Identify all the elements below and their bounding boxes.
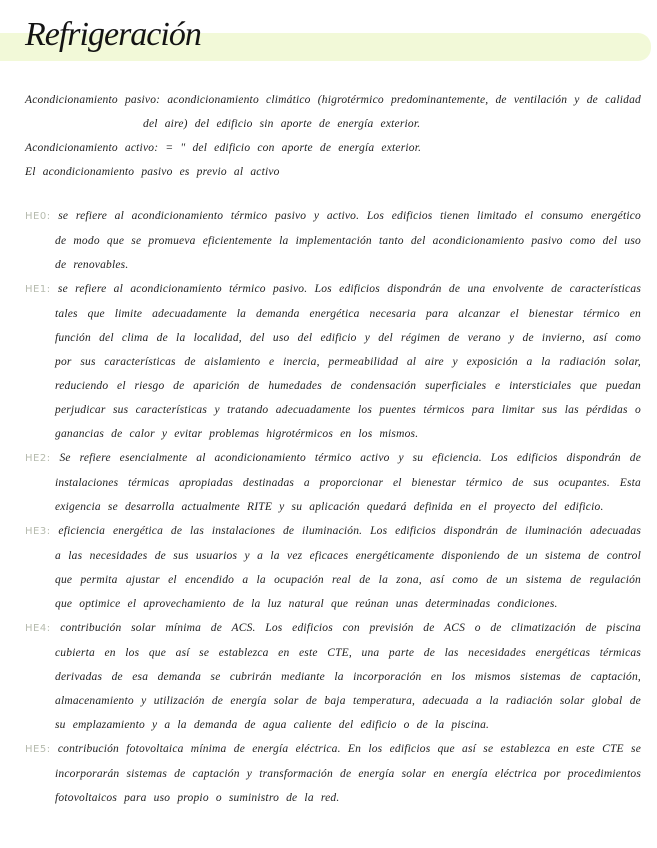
he-sections (25, 204, 641, 810)
he4-text: contribución solar mínima de ACS. Los edificios con previsión de ACS o de climatización de piscina cubierta en los que así se establezca en este CTE, una parte de las necesidades energéticas térmicas derivadas de esa demanda se cubrirán mediante la incorporación en los mismos sistemas de captación, almacenamiento y utilización de energía solar de baja temperatura, adecuada a la radiación solar global de su emplazamiento y a la demanda de agua caliente del edificio o de la piscina. (55, 622, 641, 731)
he1-label: HE1: (25, 284, 51, 295)
definition-active-term: Acondicionamiento activo: (25, 142, 159, 154)
he1-text: se refiere al acondicionamiento térmico pasivo. Los edificios dispondrán de una envolvente de características tales que limite adecuadamente la demanda energética necesaria para alcanzar el bienestar térmico en función del clima de la localidad, del uso del edificio y del régimen de verano y de invierno, así como por sus características de aislamiento e inercia, permeabilidad al aire y exposición a la radiación solar, reduciendo el riesgo de aparición de humedades de condensación superficiales e intersticiales que puedan perjudicar sus características y tratando adecuadamente los puentes térmicos para limitar sus las pérdidas o ganancias de calor y evitar problemas higrotérmicos en los mismos. (55, 283, 641, 440)
definition-passive-term: Acondicionamiento pasivo: (25, 94, 161, 106)
definition-passive-text: acondicionamiento climático (higrotérmico predominantemente, de ventilación y de calidad del aire) del edificio sin aporte de energía exterior. (143, 94, 642, 130)
page-title: Refrigeración (25, 16, 201, 53)
definition-note: El acondicionamiento pasivo es previo al activo (25, 166, 280, 178)
he0-text: se refiere al acondicionamiento térmico pasivo y activo. Los edificios tienen limitado el consumo energético de modo que se promueva eficientemente la implementación tanto del acondicionamiento pasivo como del uso de renovables. (55, 210, 641, 271)
he3-text: eficiencia energética de las instalaciones de iluminación. Los edificios dispondrán de iluminación adecuadas a las necesidades de sus usuarios y a la vez eficaces energéticamente disponiendo de un sistema de control que permita ajustar el encendido a la ocupación real de la zona, así como de un sistema de regulación que optimice el aprovechamiento de la luz natural que reúnan unas determinadas condiciones. (55, 525, 642, 610)
he-section-2 (25, 446, 641, 519)
he3-label: HE3: (25, 526, 51, 537)
notes-content (25, 88, 641, 810)
he-section-0 (25, 204, 641, 277)
he2-label: HE2: (25, 453, 51, 464)
he-section-4 (25, 616, 641, 737)
he4-label: HE4: (25, 623, 51, 634)
he5-label: HE5: (25, 744, 51, 755)
he5-text: contribución fotovoltaica mínima de energía eléctrica. En los edificios que así se establezca en este CTE se incorporarán sistemas de captación y transformación de energía solar en energía eléctrica por procedimientos fotovoltaicos para uso propio o suministro de la red. (55, 743, 641, 804)
definition-active (25, 136, 641, 160)
he0-label: HE0: (25, 211, 51, 222)
definition-active-text: = " del edificio con aporte de energía exterior. (165, 142, 422, 154)
he-section-3 (25, 519, 641, 616)
he2-text: Se refiere esencialmente al acondicionamiento térmico activo y su eficiencia. Los edificios dispondrán de instalaciones térmicas apropiadas destinadas a proporcionar el bienestar térmico de sus ocupantes. Esta exigencia se desarrolla actualmente RITE y su aplicación quedará definida en el proyecto del edificio. (55, 452, 641, 513)
definition-passive (25, 88, 641, 136)
he-section-5 (25, 737, 641, 810)
he-section-1 (25, 277, 641, 446)
